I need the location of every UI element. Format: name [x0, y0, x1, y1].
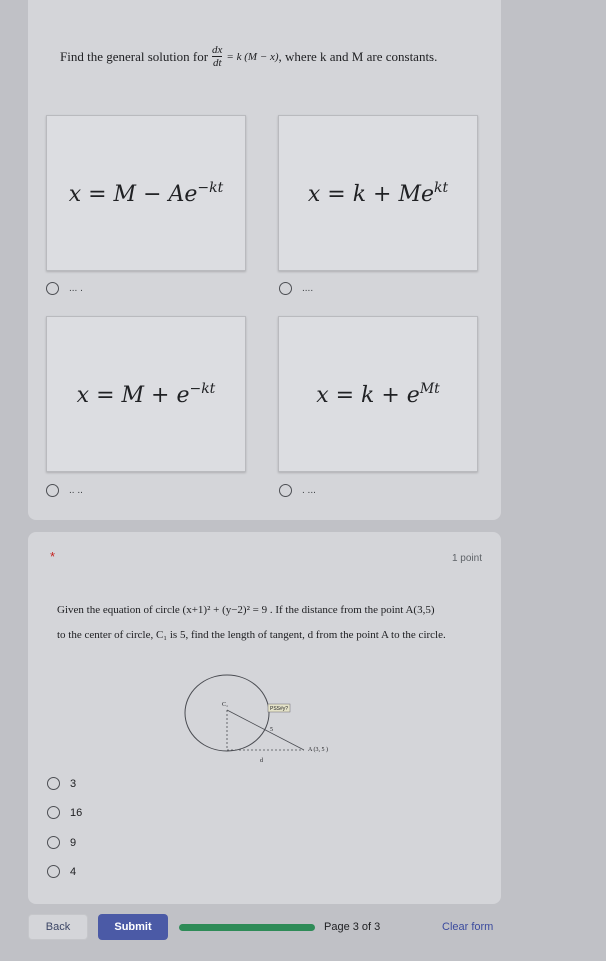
- page-indicator: Page 3 of 3: [324, 921, 381, 933]
- question-1-prefix: Find the general solution for: [60, 48, 209, 64]
- answer-radio-3[interactable]: [47, 836, 60, 849]
- derivative-fraction: [212, 44, 222, 69]
- option-4-label: . ...: [302, 485, 316, 496]
- back-button[interactable]: Back: [28, 914, 88, 940]
- center-label: C₁: [222, 702, 229, 708]
- progress-bar: [179, 924, 315, 931]
- point-a-label: A (3, 5 ): [308, 747, 328, 753]
- answer-radio-1[interactable]: [47, 777, 60, 790]
- tangent-label: d: [260, 758, 263, 764]
- option-1-label: ... .: [69, 283, 83, 294]
- equation-rest: = k (M − x): [226, 50, 279, 63]
- distance-label: 5: [270, 727, 273, 733]
- answer-radio-2[interactable]: [47, 806, 60, 819]
- option-image-3: [46, 316, 246, 472]
- submit-button[interactable]: Submit: [98, 914, 168, 940]
- option-2-label: ....: [302, 283, 314, 294]
- circle-tangent-diagram: [180, 668, 340, 768]
- answer-label-2: 16: [70, 807, 83, 819]
- points-label: 1 point: [451, 553, 482, 564]
- fraction-numerator: dx: [212, 44, 223, 56]
- question-1-text: [60, 44, 437, 69]
- clear-form-button[interactable]: Clear form: [442, 921, 494, 933]
- option-3-label: .. ..: [69, 485, 83, 496]
- fraction-denominator: dt: [212, 57, 222, 70]
- option-4-radio[interactable]: [279, 484, 292, 497]
- hypotenuse-line: [227, 710, 304, 750]
- option-image-1: [46, 115, 246, 271]
- answer-radio-4[interactable]: [47, 865, 60, 878]
- formula-1: $x = M - Ae^{-kt}$: [68, 179, 224, 207]
- option-image-2: [278, 115, 478, 271]
- box-label: PSS#y?: [270, 706, 289, 712]
- formula-2: $x = k + Me^{kt}$: [307, 179, 449, 207]
- question-2-line-1: Given the equation of circle (x+1)² + (y−2)² = 9 . If the distance from the point A(3,5): [57, 604, 435, 616]
- answer-label-1: 3: [70, 778, 77, 790]
- required-marker: *: [50, 549, 56, 564]
- option-image-4: [278, 316, 478, 472]
- formula-3: $x = M + e^{-kt}$: [76, 380, 216, 408]
- question-2-line-2: to the center of circle, C₁ is 5, find the length of tangent, d from the point A to the circle.: [57, 629, 446, 641]
- formula-4: $x = k + e^{Mt}$: [316, 380, 440, 408]
- option-1-radio[interactable]: [46, 282, 59, 295]
- option-3-radio[interactable]: [46, 484, 59, 497]
- answer-label-4: 4: [70, 866, 77, 878]
- answer-label-3: 9: [70, 837, 77, 849]
- question-1-suffix: , where k and M are constants.: [278, 48, 438, 64]
- option-2-radio[interactable]: [279, 282, 292, 295]
